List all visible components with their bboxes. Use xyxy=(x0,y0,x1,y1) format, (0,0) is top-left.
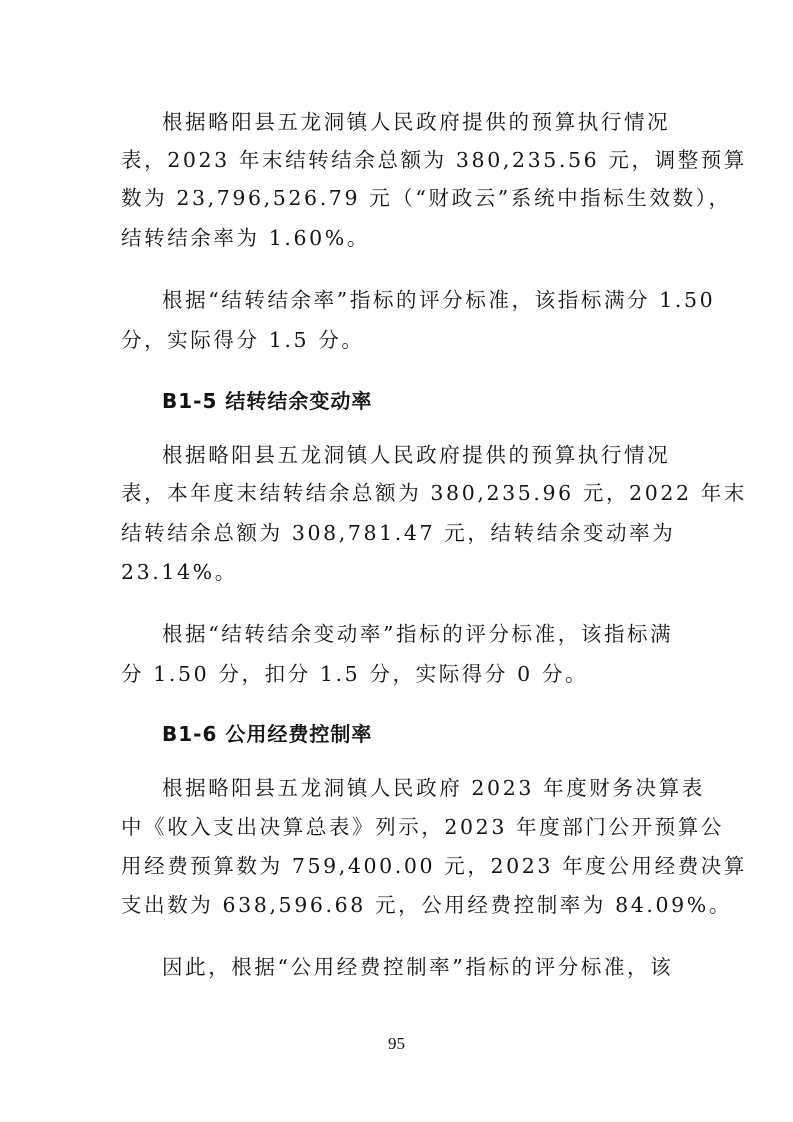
paragraph-line: 根据略阳县五龙洞镇人民政府提供的预算执行情况 xyxy=(162,443,671,467)
paragraph-line: 根据略阳县五龙洞镇人民政府 2023 年度财务决算表 xyxy=(162,776,705,800)
paragraph-line: 支出数为 638,596.68 元，公用经费控制率为 84.09%。 xyxy=(121,893,732,917)
paragraph-line: 数为 23,796,526.79 元（“财政云”系统中指标生效数）， xyxy=(121,186,732,210)
section-heading: B1-6 公用经费控制率 xyxy=(162,722,373,746)
paragraph-line: 用经费预算数为 759,400.00 元，2023 年度公用经费决算 xyxy=(121,854,747,878)
paragraph-line: 表，本年度末结转结余总额为 380,235.96 元，2022 年末 xyxy=(121,481,747,505)
paragraph-line: 根据略阳县五龙洞镇人民政府提供的预算执行情况 xyxy=(162,110,671,134)
page-number: 95 xyxy=(388,1034,405,1053)
paragraph-line: 分 1.50 分，扣分 1.5 分，实际得分 0 分。 xyxy=(121,662,589,686)
paragraph-line: 分，实际得分 1.5 分。 xyxy=(121,328,365,352)
paragraph-line: 表，2023 年末结转结余总额为 380,235.56 元，调整预算 xyxy=(121,148,747,172)
paragraph-line: 结转结余总额为 308,781.47 元，结转结余变动率为 xyxy=(121,521,676,545)
paragraph-line: 因此，根据“公用经费控制率”指标的评分标准，该 xyxy=(162,955,674,979)
paragraph-line: 中《收入支出决算总表》列示，2023 年度部门公开预算公 xyxy=(121,815,724,839)
paragraph-line: 根据“结转结余变动率”指标的评分标准，该指标满 xyxy=(162,622,674,646)
section-heading: B1-5 结转结余变动率 xyxy=(162,389,373,413)
paragraph-line: 23.14%。 xyxy=(121,560,238,584)
paragraph-line: 结转结余率为 1.60%。 xyxy=(121,226,370,250)
paragraph-line: 根据“结转结余率”指标的评分标准，该指标满分 1.50 xyxy=(162,288,716,312)
